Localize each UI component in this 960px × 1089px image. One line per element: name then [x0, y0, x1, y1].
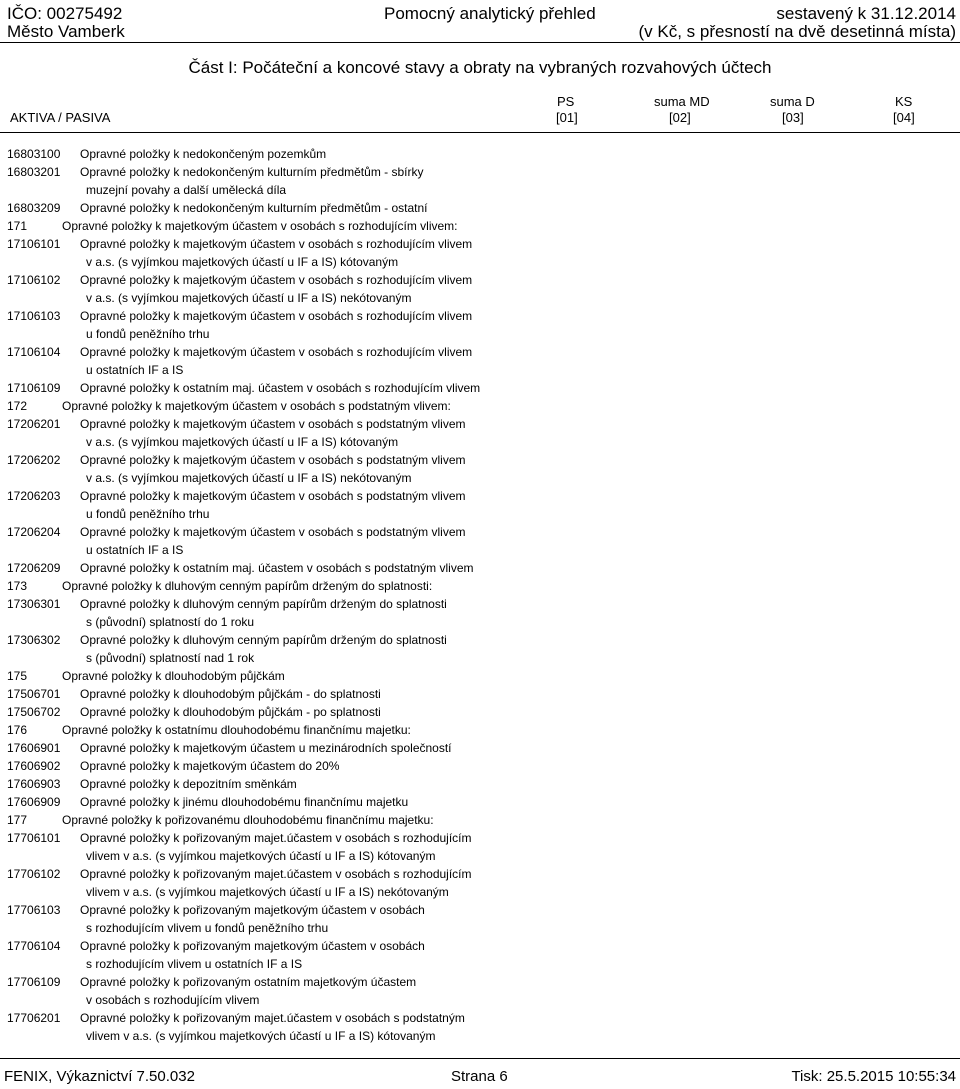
account-description: Opravné položky k nedokončeným kulturním předmětům - ostatní: [80, 201, 428, 215]
account-description: Opravné položky k ostatním maj. účastem v osobách s podstatným vlivem: [80, 561, 474, 575]
columns-rule: [0, 132, 960, 133]
account-description: Opravné položky k dluhovým cenným papírům drženým do splatnosti: [80, 633, 447, 647]
table-row: [0, 667, 960, 685]
table-row: [0, 883, 960, 901]
table-row: [0, 811, 960, 829]
table-row: [0, 739, 960, 757]
table-row: [0, 847, 960, 865]
table-row: [0, 523, 960, 541]
account-description-continued: u fondů peněžního trhu: [86, 507, 210, 521]
table-row: [0, 793, 960, 811]
table-row: [0, 919, 960, 937]
account-description: Opravné položky k pořizovaným majet.účastem v osobách s rozhodujícím: [80, 831, 472, 845]
table-row: [0, 901, 960, 919]
account-description-continued: s rozhodujícím vlivem u fondů peněžního trhu: [86, 921, 329, 935]
account-description: Opravné položky k nedokončeným pozemkům: [80, 147, 327, 161]
account-description-continued: v a.s. (s vyjímkou majetkových účastí u IF a IS) kótovaným: [86, 255, 399, 269]
table-row: [0, 577, 960, 595]
account-description: Opravné položky k majetkovým účastem v osobách s rozhodujícím vlivem: [80, 309, 473, 323]
account-description: Opravné položky k dlouhodobým půjčkám - po splatnosti: [80, 705, 381, 719]
account-code: 16803100: [7, 147, 61, 161]
footer-printed: Tisk: 25.5.2015 10:55:34: [791, 1068, 956, 1085]
table-row: [0, 595, 960, 613]
account-description-continued: s rozhodujícím vlivem u ostatních IF a IS: [86, 957, 303, 971]
footer-software: FENIX, Výkaznictví 7.50.032: [4, 1068, 195, 1085]
account-description: Opravné položky k pořizovaným majet.účastem v osobách s rozhodujícím: [80, 867, 472, 881]
table-row: [0, 829, 960, 847]
account-code: 17306302: [7, 633, 61, 647]
table-row: [0, 685, 960, 703]
table-row: [0, 865, 960, 883]
part-title: Část I: Počáteční a koncové stavy a obraty na vybraných rozvahových účtech: [188, 58, 772, 77]
account-description: Opravné položky k dlouhodobým půjčkám - do splatnosti: [80, 687, 381, 701]
table-row: [0, 757, 960, 775]
account-description-continued: vlivem v a.s. (s vyjímkou majetkových účastí u IF a IS) kótovaným: [86, 849, 436, 863]
table-row: [0, 397, 960, 415]
table-row: [0, 199, 960, 217]
table-row: [0, 955, 960, 973]
account-description-continued: vlivem v a.s. (s vyjímkou majetkových účastí u IF a IS) kótovaným: [86, 1029, 436, 1043]
account-description-continued: v a.s. (s vyjímkou majetkových účastí u IF a IS) kótovaným: [86, 435, 399, 449]
account-description: Opravné položky k nedokončeným kulturním předmětům - sbírky: [80, 165, 424, 179]
table-row: [0, 145, 960, 163]
compiled-date: sestavený k 31.12.2014: [776, 4, 956, 23]
account-description: Opravné položky k majetkovým účastem v osobách s rozhodujícím vlivem: [80, 345, 473, 359]
account-code: 17206202: [7, 453, 61, 467]
account-description: Opravné položky k majetkovým účastem v osobách s podstatným vlivem:: [62, 399, 451, 413]
account-code: 176: [7, 723, 28, 737]
account-description: Opravné položky k ostatnímu dlouhodobému finančnímu majetku:: [62, 723, 411, 737]
account-code: 17306301: [7, 597, 61, 611]
report-type: Pomocný analytický přehled: [384, 4, 596, 23]
header-rule: [0, 42, 960, 43]
account-code: 17206201: [7, 417, 61, 431]
account-description: Opravné položky k majetkovým účastem v osobách s rozhodujícím vlivem: [80, 273, 473, 287]
account-code: 17106109: [7, 381, 61, 395]
account-code: 175: [7, 669, 28, 683]
table-row: [0, 235, 960, 253]
col-aktiva-pasiva: AKTIVA / PASIVA: [10, 110, 111, 125]
table-row: [0, 325, 960, 343]
account-description: Opravné položky k majetkovým účastem v osobách s podstatným vlivem: [80, 453, 466, 467]
account-description: Opravné položky k majetkovým účastem v osobách s podstatným vlivem: [80, 525, 466, 539]
table-row: [0, 469, 960, 487]
currency-note: (v Kč, s přesností na dvě desetinná místa): [638, 22, 956, 41]
account-code: 172: [7, 399, 28, 413]
table-row: [0, 217, 960, 235]
account-description-continued: muzejní povahy a další umělecká díla: [86, 183, 287, 197]
account-description-continued: s (původní) splatností nad 1 rok: [86, 651, 255, 665]
account-description: Opravné položky k majetkovým účastem v osobách s podstatným vlivem: [80, 417, 466, 431]
account-code: 17206204: [7, 525, 61, 539]
ico-label: IČO: 00275492: [7, 4, 123, 23]
account-description: Opravné položky k dluhovým cenným papírům drženým do splatnosti:: [62, 579, 433, 593]
table-row: [0, 433, 960, 451]
account-description: Opravné položky k majetkovým účastem do 20%: [80, 759, 340, 773]
col-d-code: [03]: [782, 110, 804, 125]
table-row: [0, 451, 960, 469]
account-code: 17606903: [7, 777, 61, 791]
table-row: [0, 271, 960, 289]
account-description-continued: s (původní) splatností do 1 roku: [86, 615, 255, 629]
account-code: 17606909: [7, 795, 61, 809]
account-description: Opravné položky k pořizovaným majet.účastem v osobách s podstatným: [80, 1011, 465, 1025]
col-ps-code: [01]: [556, 110, 578, 125]
account-code: 17706102: [7, 867, 61, 881]
account-description: Opravné položky k pořizovanému dlouhodobému finančnímu majetku:: [62, 813, 434, 827]
col-d: suma D: [770, 94, 815, 109]
table-row: [0, 343, 960, 361]
col-md: suma MD: [654, 94, 710, 109]
col-md-code: [02]: [669, 110, 691, 125]
account-code: 17106102: [7, 273, 61, 287]
account-description-continued: v a.s. (s vyjímkou majetkových účastí u IF a IS) nekótovaným: [86, 291, 412, 305]
table-row: [0, 973, 960, 991]
table-row: [0, 775, 960, 793]
account-description: Opravné položky k ostatním maj. účastem v osobách s rozhodujícím vlivem: [80, 381, 481, 395]
account-code: 17106103: [7, 309, 61, 323]
table-row: [0, 613, 960, 631]
table-row: [0, 361, 960, 379]
account-description: Opravné položky k majetkovým účastem v osobách s rozhodujícím vlivem:: [62, 219, 458, 233]
account-description: Opravné položky k dlouhodobým půjčkám: [62, 669, 285, 683]
table-row: [0, 307, 960, 325]
account-description-continued: vlivem v a.s. (s vyjímkou majetkových účastí u IF a IS) nekótovaným: [86, 885, 449, 899]
account-code: 17606902: [7, 759, 61, 773]
account-description: Opravné položky k pořizovaným majetkovým účastem v osobách: [80, 939, 425, 953]
table-row: [0, 487, 960, 505]
table-row: [0, 163, 960, 181]
account-description-continued: v osobách s rozhodujícím vlivem: [86, 993, 260, 1007]
account-code: 17106104: [7, 345, 61, 359]
account-code: 177: [7, 813, 28, 827]
account-code: 171: [7, 219, 28, 233]
table-row: [0, 1009, 960, 1027]
account-code: 17106101: [7, 237, 61, 251]
account-code: 17706103: [7, 903, 61, 917]
city-name: Město Vamberk: [7, 22, 125, 41]
account-code: 16803209: [7, 201, 61, 215]
account-code: 17706101: [7, 831, 61, 845]
account-code: 16803201: [7, 165, 61, 179]
table-row: [0, 181, 960, 199]
table-row: [0, 937, 960, 955]
account-list: [0, 145, 960, 1045]
account-code: 17606901: [7, 741, 61, 755]
account-description: Opravné položky k majetkovým účastem u mezinárodních společností: [80, 741, 452, 755]
account-code: 17706104: [7, 939, 61, 953]
account-description-continued: u fondů peněžního trhu: [86, 327, 210, 341]
account-code: 17706109: [7, 975, 61, 989]
account-description: Opravné položky k pořizovaným ostatním majetkovým účastem: [80, 975, 417, 989]
table-row: [0, 721, 960, 739]
footer-rule: [0, 1058, 960, 1059]
account-code: 173: [7, 579, 28, 593]
table-row: [0, 541, 960, 559]
account-code: 17706201: [7, 1011, 61, 1025]
account-description: Opravné položky k pořizovaným majetkovým účastem v osobách: [80, 903, 425, 917]
footer-page: Strana 6: [451, 1068, 508, 1085]
col-ks-code: [04]: [893, 110, 915, 125]
col-ks: KS: [895, 94, 913, 109]
table-row: [0, 289, 960, 307]
table-row: [0, 991, 960, 1009]
table-row: [0, 415, 960, 433]
table-row: [0, 505, 960, 523]
table-row: [0, 1027, 960, 1045]
table-row: [0, 649, 960, 667]
account-description: Opravné položky k majetkovým účastem v osobách s podstatným vlivem: [80, 489, 466, 503]
account-description-continued: u ostatních IF a IS: [86, 543, 184, 557]
account-description: Opravné položky k majetkovým účastem v osobách s rozhodujícím vlivem: [80, 237, 473, 251]
table-row: [0, 559, 960, 577]
table-row: [0, 253, 960, 271]
account-code: 17206209: [7, 561, 61, 575]
account-code: 17506702: [7, 705, 61, 719]
table-row: [0, 703, 960, 721]
col-ps: PS: [557, 94, 575, 109]
table-row: [0, 631, 960, 649]
account-description-continued: u ostatních IF a IS: [86, 363, 184, 377]
account-code: 17206203: [7, 489, 61, 503]
account-description: Opravné položky k jinému dlouhodobému finančnímu majetku: [80, 795, 409, 809]
account-description-continued: v a.s. (s vyjímkou majetkových účastí u IF a IS) nekótovaným: [86, 471, 412, 485]
account-code: 17506701: [7, 687, 61, 701]
account-description: Opravné položky k depozitním směnkám: [80, 777, 297, 791]
account-description: Opravné položky k dluhovým cenným papírům drženým do splatnosti: [80, 597, 447, 611]
table-row: [0, 379, 960, 397]
